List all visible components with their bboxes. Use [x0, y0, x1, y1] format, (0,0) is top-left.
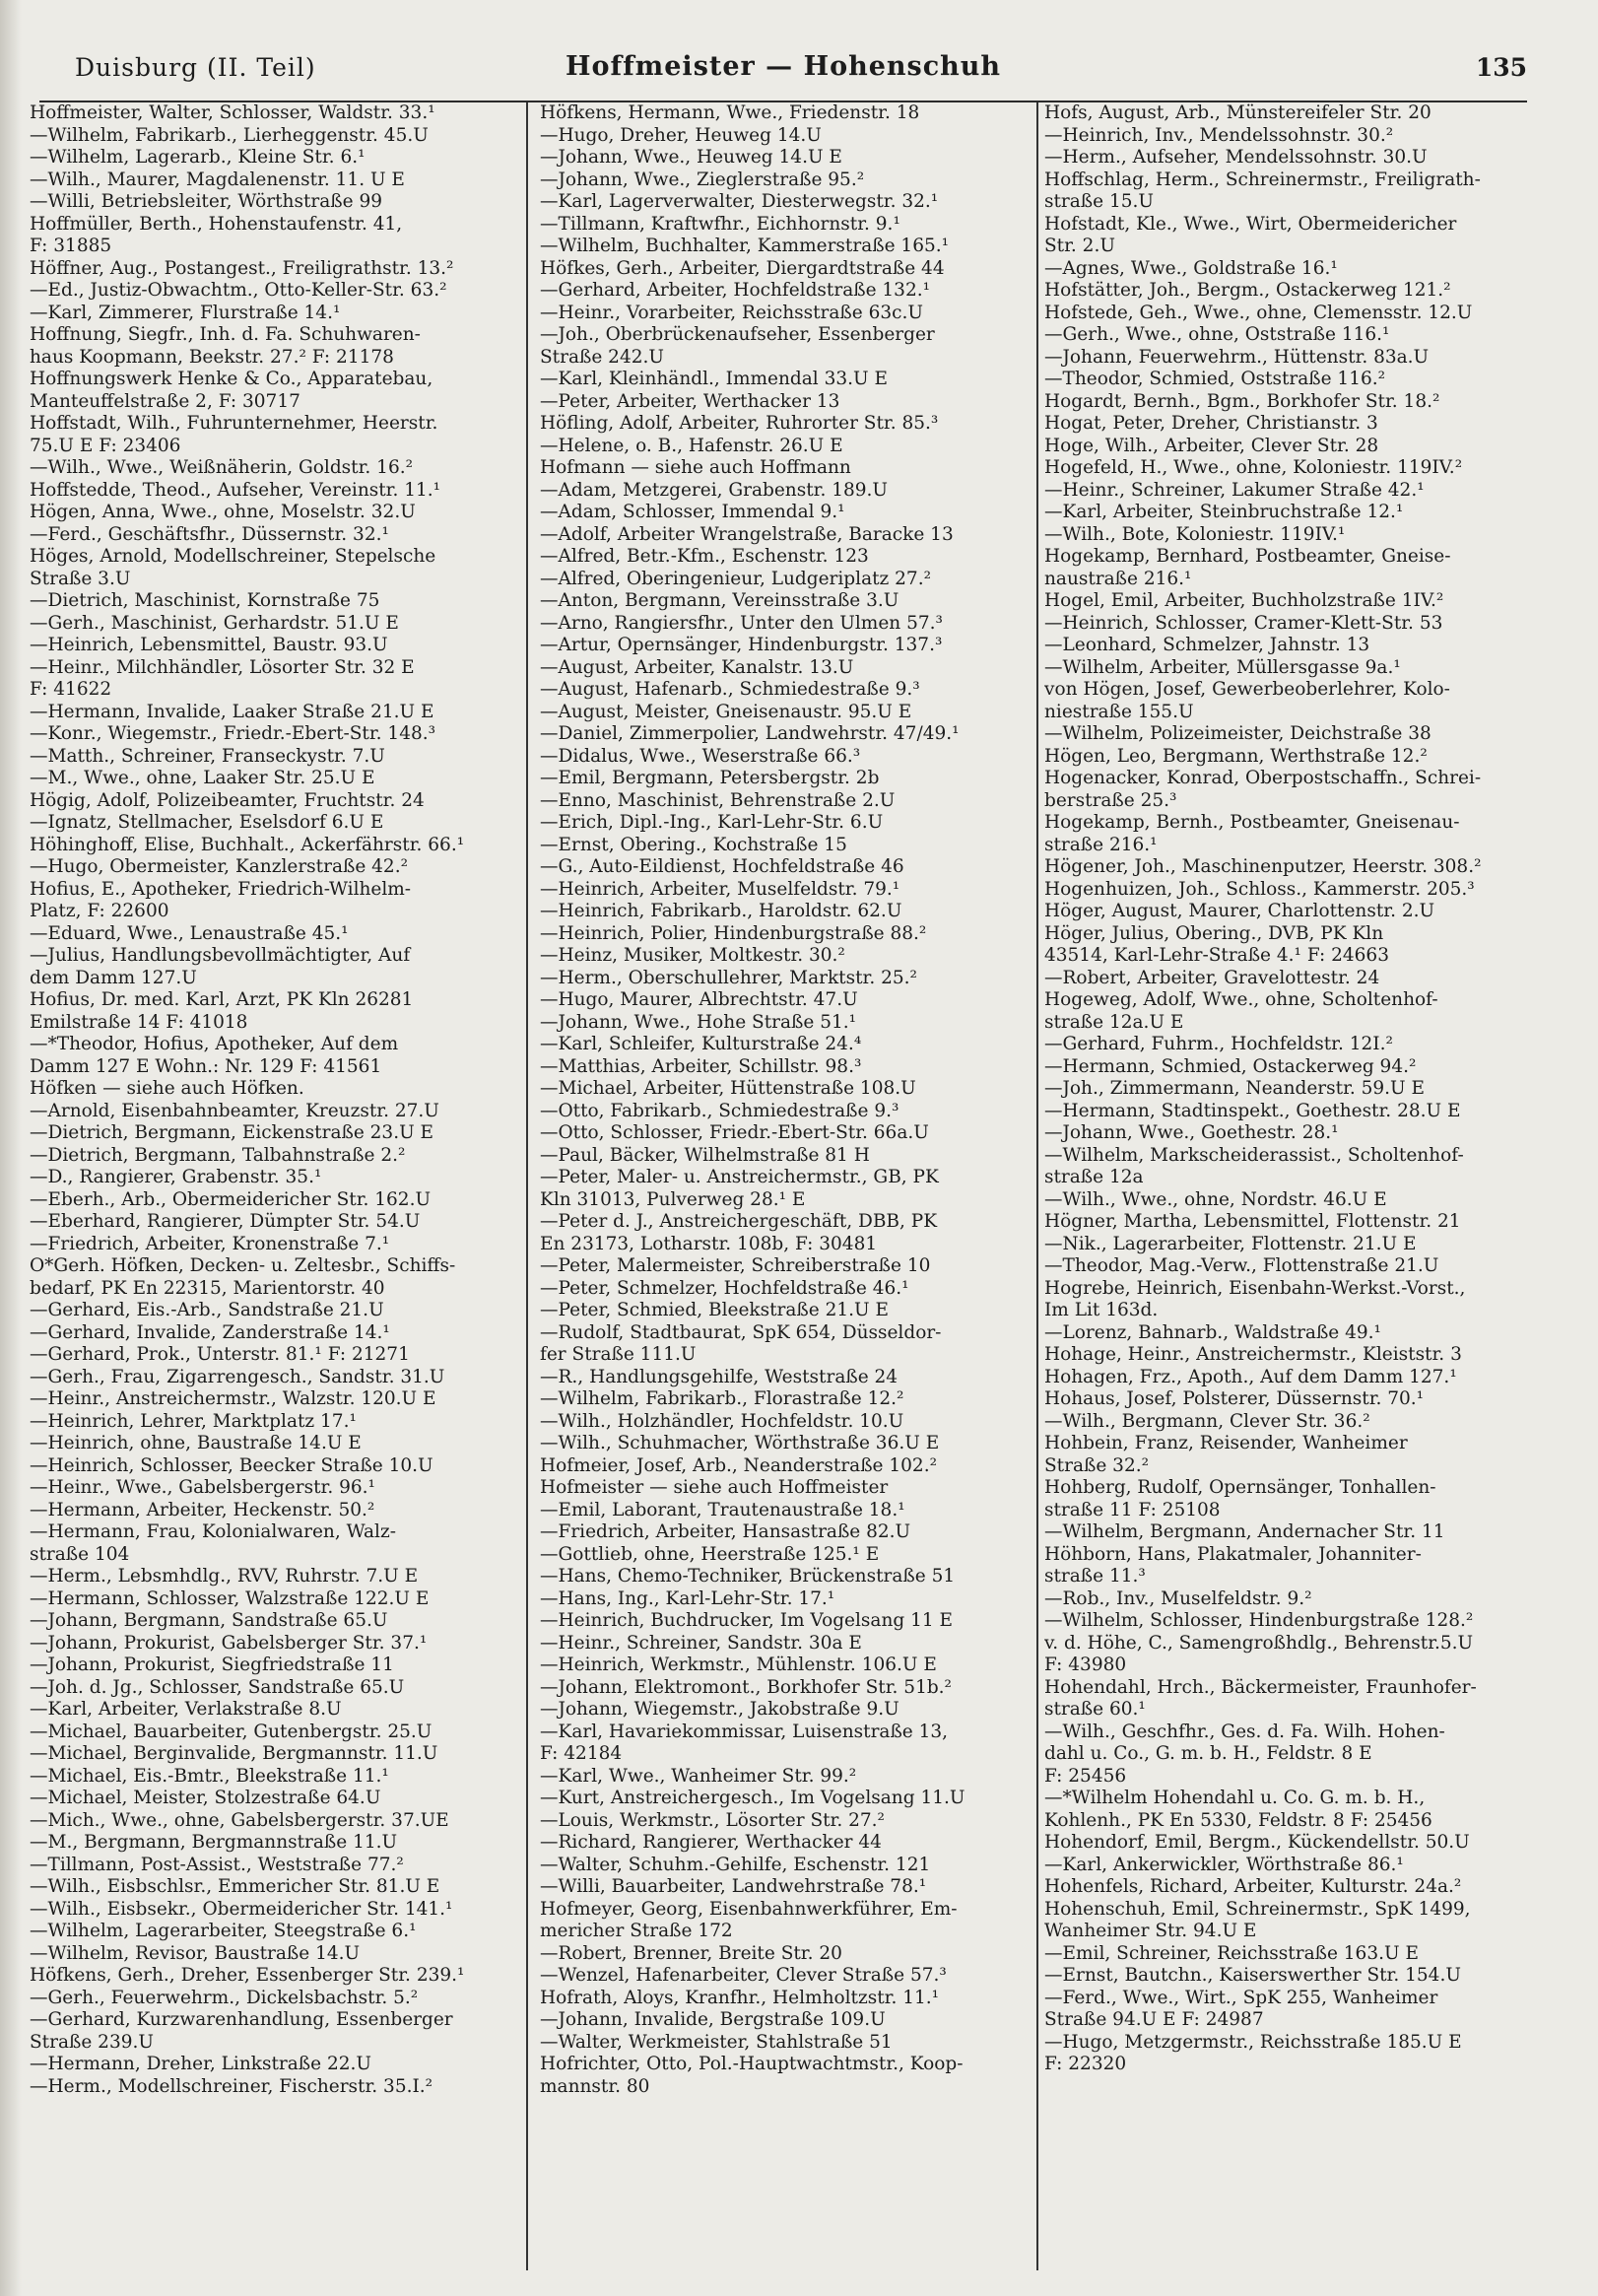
directory-entry: Hofs, August, Arb., Münstereifeler Str. 20 — [1044, 102, 1432, 123]
directory-entry: haus Koopmann, Beekstr. 27.² F: 21178 — [30, 346, 394, 368]
directory-entry: —Johann, Wwe., Hohe Straße 51.¹ — [540, 1011, 857, 1033]
directory-entry: Hohendahl, Hrch., Bäckermeister, Fraunhofer- — [1044, 1676, 1477, 1698]
directory-entry: —Hermann, Schlosser, Walzstraße 122.U E — [30, 1587, 430, 1609]
directory-entry: —Dietrich, Bergmann, Talbahnstraße 2.² — [30, 1144, 406, 1166]
directory-entry: Höhborn, Hans, Plakatmaler, Johanniter- — [1044, 1543, 1422, 1565]
directory-entry: —Karl, Havariekommissar, Luisenstraße 13, — [540, 1721, 949, 1742]
directory-entry: —Johann, Feuerwehrm., Hüttenstr. 83a.U — [1044, 346, 1430, 368]
directory-entry: —Lorenz, Bahnarb., Waldstraße 49.¹ — [1044, 1321, 1381, 1343]
directory-entry: —Gerh., Feuerwehrm., Dickelsbachstr. 5.² — [30, 1987, 419, 2008]
directory-entry: F: 31885 — [30, 236, 112, 256]
directory-entry: Höfling, Adolf, Arbeiter, Ruhrorter Str. 85.³ — [540, 413, 939, 434]
directory-entry: —G., Auto-Eildienst, Hochfeldstraße 46 — [540, 856, 904, 877]
directory-entry: —Wilh., Wwe., Weißnäherin, Goldstr. 16.² — [30, 457, 414, 478]
directory-entry: straße 12a.U E — [1044, 1011, 1184, 1033]
directory-entry: Hogekamp, Bernhard, Postbeamter, Gneise- — [1044, 546, 1451, 567]
directory-entry: —Kurt, Anstreichergesch., Im Vogelsang 11.U — [540, 1788, 965, 1808]
directory-entry: —Wilhelm, Markscheiderassist., Scholtenhof- — [1044, 1144, 1464, 1166]
directory-entry: —Gerhard, Invalide, Zanderstraße 14.¹ — [30, 1321, 390, 1343]
directory-entry: —Ernst, Obering., Kochstraße 15 — [540, 834, 847, 855]
directory-entry: —Heinr., Vorarbeiter, Reichsstraße 63c.U — [540, 302, 923, 323]
directory-entry: Hogrebe, Heinrich, Eisenbahn-Werkst.-Vorst., — [1044, 1277, 1466, 1299]
directory-entry: Hohage, Heinr., Anstreichermstr., Kleiststr. 3 — [1044, 1344, 1462, 1365]
directory-entry: —Leonhard, Schmelzer, Jahnstr. 13 — [1044, 635, 1370, 655]
directory-entry: —Johann, Wiegemstr., Jakobstraße 9.U — [540, 1699, 899, 1720]
directory-entry: Hoffstadt, Wilh., Fuhrunternehmer, Heerstr. — [30, 413, 438, 434]
directory-entry: —Ed., Justiz-Obwachtm., Otto-Keller-Str. 63.² — [30, 280, 447, 301]
directory-entry: —Johann, Wwe., Heuweg 14.U E — [540, 147, 842, 168]
directory-entry: Högig, Adolf, Polizeibeamter, Fruchtstr. 24 — [30, 789, 425, 811]
directory-entry: dem Damm 127.U — [30, 967, 197, 988]
directory-entry: Damm 127 E Wohn.: Nr. 129 F: 41561 — [30, 1055, 382, 1077]
directory-entry: —Hugo, Dreher, Heuweg 14.U — [540, 124, 822, 146]
directory-entry: En 23173, Lotharstr. 108b, F: 30481 — [540, 1233, 878, 1254]
directory-entry: Hogat, Peter, Dreher, Christianstr. 3 — [1044, 413, 1378, 434]
directory-entry: Hoge, Wilh., Arbeiter, Clever Str. 28 — [1044, 435, 1379, 456]
directory-entry: Högener, Joh., Maschinenputzer, Heerstr. 308.² — [1044, 856, 1482, 877]
directory-entry: —Wilhelm, Arbeiter, Müllersgasse 9a.¹ — [1044, 656, 1401, 678]
directory-entry: —Wenzel, Hafenarbeiter, Clever Straße 57.³ — [540, 1965, 947, 1986]
directory-entry: —Emil, Bergmann, Petersbergstr. 2b — [540, 768, 880, 788]
directory-entry: —Karl, Ankerwickler, Wörthstraße 86.¹ — [1044, 1854, 1404, 1875]
directory-entry: —Gerhard, Fuhrm., Hochfeldstr. 12I.² — [1044, 1034, 1393, 1054]
directory-entry: Hofius, E., Apotheker, Friedrich-Wilhelm- — [30, 878, 412, 900]
directory-entry: —Robert, Brenner, Breite Str. 20 — [540, 1942, 842, 1964]
directory-entry: —Alfred, Oberingenieur, Ludgeriplatz 27.² — [540, 568, 931, 589]
directory-entry: —Joh., Oberbrückenaufseher, Essenberger — [540, 324, 935, 345]
directory-entry: Hofrath, Aloys, Kranfhr., Helmholtzstr. 11.¹ — [540, 1987, 940, 2008]
directory-entry: —Wilhelm, Buchhalter, Kammerstraße 165.¹ — [540, 236, 950, 256]
directory-entry: Hofmann — siehe auch Hoffmann — [540, 457, 851, 478]
directory-entry: straße 12a — [1044, 1167, 1144, 1187]
directory-entry: Kln 31013, Pulverweg 28.¹ E — [540, 1188, 806, 1210]
directory-entry: —Walter, Schuhm.-Gehilfe, Eschenstr. 121 — [540, 1854, 931, 1875]
directory-entry: —Wilhelm, Lagerarb., Kleine Str. 6.¹ — [30, 147, 366, 168]
directory-entry: —Herm., Aufseher, Mendelssohnstr. 30.U — [1044, 147, 1428, 168]
directory-entry: —Heinrich, Schlosser, Beecker Straße 10.U — [30, 1454, 433, 1476]
header-range: Hoffmeister — Hohenschuh — [565, 51, 1002, 82]
directory-entry: —Gerhard, Arbeiter, Hochfeldstraße 132.¹ — [540, 280, 931, 301]
directory-entry: —Michael, Berginvalide, Bergmannstr. 11.U — [30, 1743, 438, 1764]
directory-entry: —Heinr., Schreiner, Sandstr. 30a E — [540, 1632, 862, 1654]
directory-entry: —Robert, Arbeiter, Gravelottestr. 24 — [1044, 967, 1380, 988]
directory-entry: —Ferd., Wwe., Wirt., SpK 255, Wanheimer — [1044, 1987, 1438, 2008]
directory-entry: Hoffnungswerk Henke & Co., Apparatebau, — [30, 369, 433, 389]
directory-entry: —Gerh., Frau, Zigarrengesch., Sandstr. 31.U — [30, 1366, 445, 1387]
directory-entry: —Wilh., Holzhändler, Hochfeldstr. 10.U — [540, 1410, 904, 1432]
directory-entry: —Peter, Arbeiter, Werthacker 13 — [540, 390, 840, 412]
directory-entry: —Heinrich, Schlosser, Cramer-Klett-Str. 53 — [1044, 612, 1443, 634]
directory-entry: Högner, Martha, Lebensmittel, Flottenstr. 21 — [1044, 1211, 1461, 1232]
directory-entry: Höhinghoff, Elise, Buchhalt., Ackerfährstr. 66.¹ — [30, 834, 465, 855]
directory-entry: Hohenschuh, Emil, Schreinermstr., SpK 1499, — [1044, 1898, 1471, 1920]
directory-entry: —Konr., Wiegemstr., Friedr.-Ebert-Str. 148.³ — [30, 723, 436, 744]
directory-entry: —Otto, Fabrikarb., Schmiedestraße 9.³ — [540, 1100, 899, 1121]
directory-entry: —Karl, Wwe., Wanheimer Str. 99.² — [540, 1765, 857, 1787]
directory-entry: Höfkes, Gerh., Arbeiter, Diergardtstraße 44 — [540, 257, 945, 279]
directory-entry: —Wilh., Maurer, Magdalenenstr. 11. U E — [30, 169, 405, 190]
directory-entry: —Hermann, Invalide, Laaker Straße 21.U E — [30, 701, 434, 722]
directory-entry: F: 41622 — [30, 679, 112, 700]
directory-entry: —Willi, Bauarbeiter, Landwehrstraße 78.¹ — [540, 1876, 927, 1897]
directory-entry: —Heinrich, ohne, Baustraße 14.U E — [30, 1433, 362, 1453]
directory-entry: naustraße 216.¹ — [1044, 568, 1192, 589]
directory-entry: —Didalus, Wwe., Weserstraße 66.³ — [540, 745, 861, 767]
directory-entry: —Wilh., Bergmann, Clever Str. 36.² — [1044, 1410, 1370, 1432]
directory-entry: —Herm., Lebsmhdlg., RVV, Ruhrstr. 7.U E — [30, 1566, 419, 1587]
directory-entry: —Wilhelm, Fabrikarb., Florastraße 12.² — [540, 1388, 904, 1409]
directory-column-3 — [1044, 102, 1547, 2270]
directory-entry: straße 11.³ — [1044, 1566, 1146, 1587]
directory-entry: Hohbein, Franz, Reisender, Wanheimer — [1044, 1433, 1408, 1453]
directory-entry: Höfken — siehe auch Höfken. — [30, 1078, 304, 1099]
directory-entry: —Wilh., Wwe., ohne, Nordstr. 46.U E — [1044, 1188, 1387, 1210]
directory-entry: —Joh. d. Jg., Schlosser, Sandstraße 65.U — [30, 1676, 405, 1698]
directory-entry: —Heinrich, Lehrer, Marktplatz 17.¹ — [30, 1410, 357, 1432]
header-city: Duisburg (II. Teil) — [75, 53, 316, 82]
directory-entry: Platz, F: 22600 — [30, 901, 169, 921]
directory-entry: dahl u. Co., G. m. b. H., Feldstr. 8 E — [1044, 1743, 1372, 1764]
directory-entry: Str. 2.U — [1044, 236, 1115, 256]
directory-entry: mannstr. 80 — [540, 2075, 650, 2097]
directory-entry: —Hermann, Schmied, Ostackerweg 94.² — [1044, 1055, 1417, 1077]
directory-entry: —Wilh., Geschfhr., Ges. d. Fa. Wilh. Hohen- — [1044, 1721, 1445, 1742]
directory-entry: —Karl, Schleifer, Kulturstraße 24.⁴ — [540, 1034, 862, 1054]
directory-entry: Straße 239.U — [30, 2031, 154, 2053]
directory-entry: 75.U E F: 23406 — [30, 435, 181, 456]
directory-entry: —August, Meister, Gneisenaustr. 95.U E — [540, 701, 912, 722]
directory-entry: Hofmeier, Josef, Arb., Neanderstraße 102.² — [540, 1454, 937, 1476]
directory-entry: —Peter d. J., Anstreichergeschäft, DBB, PK — [540, 1211, 938, 1232]
directory-entry: —Emil, Laborant, Trautenaustraße 18.¹ — [540, 1499, 905, 1520]
directory-entry: Hoffschlag, Herm., Schreinermstr., Freiligrath- — [1044, 169, 1481, 190]
directory-entry: niestraße 155.U — [1044, 701, 1194, 722]
directory-entry: Hofrichter, Otto, Pol.-Hauptwachtmstr., Koop- — [540, 2054, 964, 2074]
directory-entry: —Wilh., Eisbsekr., Obermeidericher Str. 141.¹ — [30, 1898, 453, 1920]
directory-entry: —M., Wwe., ohne, Laaker Str. 25.U E — [30, 768, 375, 788]
directory-column-1 — [30, 102, 514, 2270]
directory-entry: Höfkens, Gerh., Dreher, Essenberger Str. 239.¹ — [30, 1965, 465, 1986]
directory-entry: —Peter, Maler- u. Anstreichermstr., GB, PK — [540, 1167, 939, 1187]
directory-entry: —Theodor, Schmied, Oststraße 116.² — [1044, 369, 1386, 389]
directory-entry: —Julius, Handlungsbevollmächtigter, Auf — [30, 945, 411, 966]
page-number: 135 — [1475, 53, 1527, 82]
directory-entry: Höges, Arnold, Modellschreiner, Stepelsche — [30, 546, 436, 567]
directory-entry: —Wilhelm, Revisor, Baustraße 14.U — [30, 1942, 361, 1964]
directory-entry: —Michael, Arbeiter, Hüttenstraße 108.U — [540, 1078, 916, 1099]
directory-entry: —Adam, Schlosser, Immendal 9.¹ — [540, 502, 845, 522]
directory-entry: Hoffstedde, Theod., Aufseher, Vereinstr. 11.¹ — [30, 479, 441, 501]
directory-entry: —Johann, Wwe., Goethestr. 28.¹ — [1044, 1122, 1339, 1143]
directory-entry: Hofstede, Geh., Wwe., ohne, Clemensstr. 12.U — [1044, 302, 1473, 323]
directory-entry: —Daniel, Zimmerpolier, Landwehrstr. 47/49.¹ — [540, 723, 960, 744]
directory-entry: Höfkens, Hermann, Wwe., Friedenstr. 18 — [540, 102, 920, 123]
page-header — [39, 51, 1527, 102]
directory-entry: —Heinz, Musiker, Moltkestr. 30.² — [540, 945, 845, 966]
directory-entry: —Heinr., Milchhändler, Lösorter Str. 32 E — [30, 656, 415, 678]
directory-entry: Höger, Julius, Obering., DVB, PK Kln — [1044, 922, 1384, 944]
directory-entry: —Heinr., Schreiner, Lakumer Straße 42.¹ — [1044, 479, 1425, 501]
directory-entry: —Paul, Bäcker, Wilhelmstraße 81 H — [540, 1144, 870, 1166]
directory-entry: Hogekamp, Bernh., Postbeamter, Gneisenau- — [1044, 812, 1460, 833]
directory-entry: straße 15.U — [1044, 191, 1154, 212]
directory-entry: straße 11 F: 25108 — [1044, 1499, 1221, 1520]
directory-entry: 43514, Karl-Lehr-Straße 4.¹ F: 24663 — [1044, 945, 1389, 966]
directory-entry: von Högen, Josef, Gewerbeoberlehrer, Kolo- — [1044, 679, 1450, 700]
directory-entry: —Eberhard, Rangierer, Dümpter Str. 54.U — [30, 1211, 421, 1232]
directory-entry: —Theodor, Mag.-Verw., Flottenstraße 21.U — [1044, 1255, 1439, 1276]
directory-entry: —Hermann, Stadtinspekt., Goethestr. 28.U E — [1044, 1100, 1461, 1121]
directory-entry: —Rudolf, Stadtbaurat, SpK 654, Düsseldor- — [540, 1321, 942, 1343]
directory-entry: —Peter, Schmelzer, Hochfeldstraße 46.¹ — [540, 1277, 909, 1299]
directory-entry: —Friedrich, Arbeiter, Kronenstraße 7.¹ — [30, 1233, 390, 1254]
directory-entry: —Willi, Betriebsleiter, Wörthstraße 99 — [30, 191, 382, 212]
directory-entry: F: 25456 — [1044, 1765, 1127, 1787]
directory-entry: —Wilhelm, Bergmann, Andernacher Str. 11 — [1044, 1521, 1445, 1542]
directory-entry: —Heinrich, Werkmstr., Mühlenstr. 106.U E — [540, 1654, 937, 1675]
column-divider — [526, 102, 528, 2270]
directory-entry: —R., Handlungsgehilfe, Weststraße 24 — [540, 1366, 899, 1387]
directory-entry: —Gerh., Wwe., ohne, Oststraße 116.¹ — [1044, 324, 1390, 345]
directory-entry: —Rob., Inv., Muselfeldstr. 9.² — [1044, 1587, 1312, 1609]
directory-entry: Hofstadt, Kle., Wwe., Wirt, Obermeidericher — [1044, 213, 1457, 235]
directory-entry: —Emil, Schreiner, Reichsstraße 163.U E — [1044, 1942, 1419, 1964]
directory-entry: —Wilhelm, Lagerarbeiter, Steegstraße 6.¹ — [30, 1921, 417, 1941]
directory-entry: Hohenfels, Richard, Arbeiter, Kulturstr. 24a.² — [1044, 1876, 1462, 1897]
directory-entry: —*Theodor, Hofius, Apotheker, Auf dem — [30, 1034, 399, 1054]
directory-entry: Hofmeyer, Georg, Eisenbahnwerkführer, Em- — [540, 1898, 958, 1920]
directory-entry: —Walter, Werkmeister, Stahlstraße 51 — [540, 2031, 893, 2053]
directory-entry: —Gerhard, Kurzwarenhandlung, Essenberger — [30, 2009, 453, 2030]
directory-entry: —Herm., Modellschreiner, Fischerstr. 35.I.² — [30, 2075, 433, 2097]
directory-entry: Straße 94.U E F: 24987 — [1044, 2009, 1264, 2030]
directory-entry: Hogenacker, Konrad, Oberpostschaffn., Schrei- — [1044, 768, 1482, 788]
directory-entry: —Heinrich, Fabrikarb., Haroldstr. 62.U — [540, 901, 902, 921]
directory-entry: Straße 3.U — [30, 568, 131, 589]
directory-entry: —Tillmann, Post-Assist., Weststraße 77.² — [30, 1854, 404, 1875]
directory-entry: F: 43980 — [1044, 1654, 1127, 1675]
directory-entry: —Hans, Chemo-Techniker, Brückenstraße 51 — [540, 1566, 956, 1587]
directory-entry: —*Wilhelm Hohendahl u. Co. G. m. b. H., — [1044, 1788, 1426, 1808]
directory-entry: —Heinrich, Lebensmittel, Baustr. 93.U — [30, 635, 388, 655]
directory-entry: —Karl, Lagerverwalter, Diesterwegstr. 32.¹ — [540, 191, 939, 212]
directory-entry: straße 216.¹ — [1044, 834, 1158, 855]
directory-entry: Hofmeister — siehe auch Hoffmeister — [540, 1477, 889, 1498]
directory-entry: —Michael, Eis.-Bmtr., Bleekstraße 11.¹ — [30, 1765, 389, 1787]
directory-entry: Hofstätter, Joh., Bergm., Ostackerweg 121.² — [1044, 280, 1451, 301]
directory-entry: —Gottlieb, ohne, Heerstraße 125.¹ E — [540, 1543, 880, 1565]
directory-entry: —Heinrich, Polier, Hindenburgstraße 88.² — [540, 922, 927, 944]
directory-entry: —Erich, Dipl.-Ing., Karl-Lehr-Str. 6.U — [540, 812, 884, 833]
directory-entry: —Anton, Bergmann, Vereinsstraße 3.U — [540, 590, 899, 611]
directory-entry: fer Straße 111.U — [540, 1344, 697, 1365]
directory-entry: —Hermann, Arbeiter, Heckenstr. 50.² — [30, 1499, 375, 1520]
directory-entry: O*Gerh. Höfken, Decken- u. Zeltesbr., Schiffs- — [30, 1255, 456, 1276]
directory-entry: —Hugo, Maurer, Albrechtstr. 47.U — [540, 989, 858, 1010]
directory-entry: —Michael, Bauarbeiter, Gutenbergstr. 25.U — [30, 1721, 433, 1742]
directory-entry: —Heinrich, Arbeiter, Muselfeldstr. 79.¹ — [540, 878, 900, 900]
directory-entry: —Hugo, Metzgermstr., Reichsstraße 185.U E — [1044, 2031, 1462, 2053]
directory-entry: straße 104 — [30, 1543, 130, 1565]
directory-entry: —Friedrich, Arbeiter, Hansastraße 82.U — [540, 1521, 911, 1542]
directory-entry: —Mich., Wwe., ohne, Gabelsbergerstr. 37.UE — [30, 1809, 449, 1831]
directory-entry: —Heinrich, Inv., Mendelssohnstr. 30.² — [1044, 124, 1394, 146]
directory-entry: Hogardt, Bernh., Bgm., Borkhofer Str. 18.² — [1044, 390, 1440, 412]
directory-entry: —Heinr., Anstreichermstr., Walzstr. 120.U E — [30, 1388, 436, 1409]
directory-entry: —Richard, Rangierer, Werthacker 44 — [540, 1832, 882, 1853]
directory-entry: —Johann, Prokurist, Siegfriedstraße 11 — [30, 1654, 394, 1675]
directory-entry: Hogefeld, H., Wwe., ohne, Koloniestr. 119IV.² — [1044, 457, 1463, 478]
directory-entry: —Dietrich, Maschinist, Kornstraße 75 — [30, 590, 380, 611]
directory-entry: berstraße 25.³ — [1044, 789, 1177, 811]
directory-entry: —Wilhelm, Schlosser, Hindenburgstraße 128.² — [1044, 1610, 1474, 1631]
directory-entry: Hoffmüller, Berth., Hohenstaufenstr. 41, — [30, 213, 403, 235]
directory-entry: —Karl, Zimmerer, Flurstraße 14.¹ — [30, 302, 341, 323]
directory-entry: —Alfred, Betr.-Kfm., Eschenstr. 123 — [540, 546, 869, 567]
directory-entry: Straße 242.U — [540, 346, 664, 368]
directory-entry: Hogeweg, Adolf, Wwe., ohne, Scholtenhof- — [1044, 989, 1438, 1010]
column-divider — [1036, 102, 1038, 2270]
page-gutter — [0, 0, 22, 2296]
directory-entry: —Adam, Metzgerei, Grabenstr. 189.U — [540, 479, 889, 501]
directory-entry: Hoffnung, Siegfr., Inh. d. Fa. Schuhwaren- — [30, 324, 421, 345]
directory-entry: Kohlenh., PK En 5330, Feldstr. 8 F: 25456 — [1044, 1809, 1432, 1831]
directory-entry: Straße 32.² — [1044, 1454, 1150, 1476]
directory-entry: Hogel, Emil, Arbeiter, Buchholzstraße 1IV.² — [1044, 590, 1444, 611]
directory-entry: bedarf, PK En 22315, Marientorstr. 40 — [30, 1277, 385, 1299]
directory-entry: Höffner, Aug., Postangest., Freiligrathstr. 13.² — [30, 257, 454, 279]
directory-entry: —Louis, Werkmstr., Lösorter Str. 27.² — [540, 1809, 885, 1831]
directory-entry: Högen, Anna, Wwe., ohne, Moselstr. 32.U — [30, 502, 416, 522]
directory-entry: —Helene, o. B., Hafenstr. 26.U E — [540, 435, 843, 456]
directory-entry: —Karl, Kleinhändl., Immendal 33.U E — [540, 369, 888, 389]
directory-entry: —Dietrich, Bergmann, Eickenstraße 23.U E — [30, 1122, 434, 1143]
directory-entry: —Wilh., Bote, Koloniestr. 119IV.¹ — [1044, 523, 1346, 545]
directory-entry: mericher Straße 172 — [540, 1921, 733, 1941]
directory-entry: straße 60.¹ — [1044, 1699, 1146, 1720]
directory-entry: —Agnes, Wwe., Goldstraße 16.¹ — [1044, 257, 1338, 279]
directory-entry: —Hermann, Frau, Kolonialwaren, Walz- — [30, 1521, 396, 1542]
directory-entry: —Johann, Invalide, Bergstraße 109.U — [540, 2009, 886, 2030]
directory-entry: —Artur, Opernsänger, Hindenburgstr. 137.³ — [540, 635, 943, 655]
directory-entry: —Wilh., Eisbschlsr., Emmericher Str. 81.U E — [30, 1876, 440, 1897]
directory-entry: Manteuffelstraße 2, F: 30717 — [30, 390, 300, 412]
directory-entry: Hofius, Dr. med. Karl, Arzt, PK Kln 26281 — [30, 989, 414, 1010]
directory-entry: —Arno, Rangiersfhr., Unter den Ulmen 57.³ — [540, 612, 943, 634]
directory-entry: —August, Hafenarb., Schmiedestraße 9.³ — [540, 679, 920, 700]
directory-entry: —Gerhard, Eis.-Arb., Sandstraße 21.U — [30, 1300, 384, 1320]
directory-entry: —Enno, Maschinist, Behrenstraße 2.U — [540, 789, 896, 811]
directory-entry: —Matthias, Arbeiter, Schillstr. 98.³ — [540, 1055, 862, 1077]
directory-entry: —Tillmann, Kraftwfhr., Eichhornstr. 9.¹ — [540, 213, 900, 235]
directory-entry: —Nik., Lagerarbeiter, Flottenstr. 21.U E — [1044, 1233, 1417, 1254]
directory-entry: —Karl, Arbeiter, Steinbruchstraße 12.¹ — [1044, 502, 1404, 522]
directory-entry: Hohberg, Rudolf, Opernsänger, Tonhallen- — [1044, 1477, 1436, 1498]
directory-entry: —Wilhelm, Polizeimeister, Deichstraße 38 — [1044, 723, 1432, 744]
directory-entry: —Ferd., Geschäftsfhr., Düssernstr. 32.¹ — [30, 523, 389, 545]
directory-entry: Wanheimer Str. 94.U E — [1044, 1921, 1257, 1941]
directory-entry: —August, Arbeiter, Kanalstr. 13.U — [540, 656, 854, 678]
directory-entry: F: 22320 — [1044, 2054, 1127, 2074]
directory-entry: —D., Rangierer, Grabenstr. 35.¹ — [30, 1167, 322, 1187]
directory-entry: —Matth., Schreiner, Franseckystr. 7.U — [30, 745, 385, 767]
directory-entry: —Adolf, Arbeiter Wrangelstraße, Baracke 13 — [540, 523, 954, 545]
directory-entry: —Gerhard, Prok., Unterstr. 81.¹ F: 21271 — [30, 1344, 410, 1365]
directory-entry: —Herm., Oberschullehrer, Marktstr. 25.² — [540, 967, 917, 988]
directory-entry: —Wilhelm, Fabrikarb., Lierheggenstr. 45.U — [30, 124, 429, 146]
directory-entry: —M., Bergmann, Bergmannstraße 11.U — [30, 1832, 398, 1853]
directory-entry: —Karl, Arbeiter, Verlakstraße 8.U — [30, 1699, 342, 1720]
directory-entry: Hohaus, Josef, Polsterer, Düssernstr. 70.¹ — [1044, 1388, 1425, 1409]
directory-entry: Hoffmeister, Walter, Schlosser, Waldstr. 33.¹ — [30, 102, 435, 123]
directory-entry: —Johann, Prokurist, Gabelsberger Str. 37.¹ — [30, 1632, 428, 1654]
directory-entry: —Hugo, Obermeister, Kanzlerstraße 42.² — [30, 856, 408, 877]
directory-entry: —Hans, Ing., Karl-Lehr-Str. 17.¹ — [540, 1587, 835, 1609]
directory-entry: —Heinrich, Buchdrucker, Im Vogelsang 11 E — [540, 1610, 954, 1631]
directory-entry: Hogenhuizen, Joh., Schloss., Kammerstr. 205.³ — [1044, 878, 1475, 900]
directory-entry: —Johann, Bergmann, Sandstraße 65.U — [30, 1610, 388, 1631]
directory-entry: —Ignatz, Stellmacher, Eselsdorf 6.U E — [30, 812, 384, 833]
directory-entry: —Eberh., Arb., Obermeidericher Str. 162.U — [30, 1188, 432, 1210]
directory-entry: Emilstraße 14 F: 41018 — [30, 1011, 248, 1033]
directory-entry: Höger, August, Maurer, Charlottenstr. 2.U — [1044, 901, 1435, 921]
directory-entry: —Otto, Schlosser, Friedr.-Ebert-Str. 66a.U — [540, 1122, 929, 1143]
directory-entry: Im Lit 163d. — [1044, 1300, 1159, 1320]
directory-entry: —Eduard, Wwe., Lenaustraße 45.¹ — [30, 922, 349, 944]
directory-entry: v. d. Höhe, C., Samengroßhdlg., Behrenstr.5.U — [1044, 1632, 1474, 1654]
directory-entry: Hohagen, Frz., Apoth., Auf dem Damm 127.¹ — [1044, 1366, 1457, 1387]
directory-entry: —Wilh., Schuhmacher, Wörthstraße 36.U E — [540, 1433, 940, 1453]
directory-entry: —Johann, Elektromont., Borkhofer Str. 51b.² — [540, 1676, 952, 1698]
directory-entry: —Heinr., Wwe., Gabelsbergerstr. 96.¹ — [30, 1477, 375, 1498]
directory-entry: —Michael, Meister, Stolzestraße 64.U — [30, 1788, 381, 1808]
directory-entry: —Gerh., Maschinist, Gerhardstr. 51.U E — [30, 612, 399, 634]
directory-entry: F: 42184 — [540, 1743, 623, 1764]
directory-entry: —Arnold, Eisenbahnbeamter, Kreuzstr. 27.U — [30, 1100, 439, 1121]
directory-entry: —Peter, Malermeister, Schreiberstraße 10 — [540, 1255, 931, 1276]
directory-entry: Högen, Leo, Bergmann, Werthstraße 12.² — [1044, 745, 1428, 767]
directory-entry: —Peter, Schmied, Bleekstraße 21.U E — [540, 1300, 889, 1320]
directory-entry: —Joh., Zimmermann, Neanderstr. 59.U E — [1044, 1078, 1426, 1099]
directory-column-2 — [540, 102, 1029, 2270]
directory-entry: —Johann, Wwe., Zieglerstraße 95.² — [540, 169, 865, 190]
directory-entry: —Ernst, Bautchn., Kaiserswerther Str. 154.U — [1044, 1965, 1461, 1986]
directory-entry: —Hermann, Dreher, Linkstraße 22.U — [30, 2054, 371, 2074]
directory-entry: Hohendorf, Emil, Bergm., Kückendellstr. 50.U — [1044, 1832, 1470, 1853]
